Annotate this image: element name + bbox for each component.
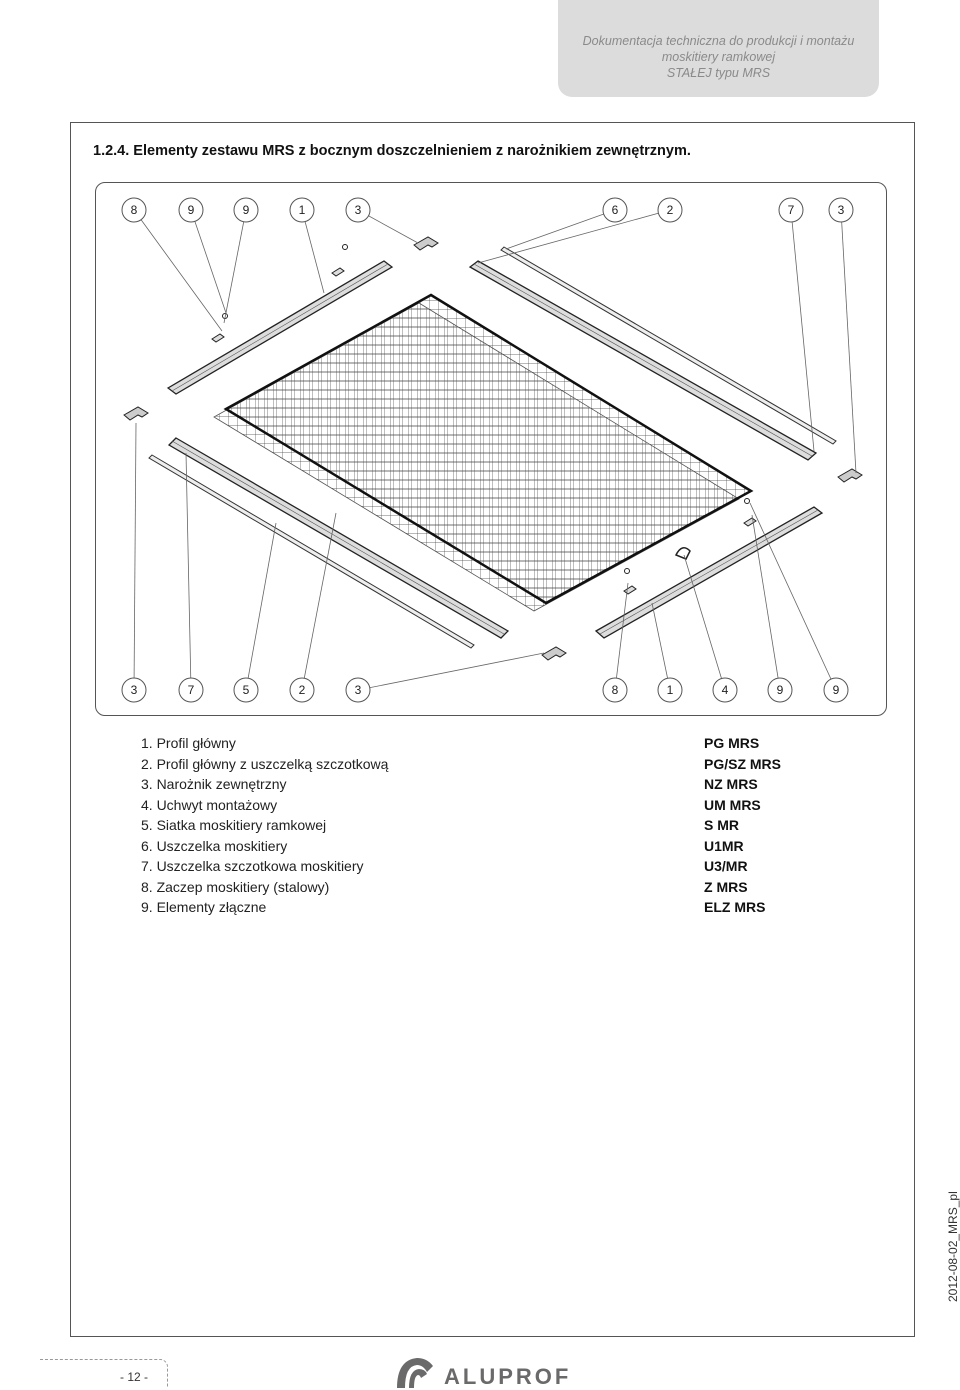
page-number-frame xyxy=(40,1359,168,1387)
legend-item-desc: 1. Profil główny xyxy=(141,735,236,751)
legend-item-code: U1MR xyxy=(704,837,744,854)
callout-bottom-3-label: 5 xyxy=(242,683,250,697)
legend-item-desc: 4. Uchwyt montażowy xyxy=(141,796,278,813)
legend-item-code: Z MRS xyxy=(704,878,748,895)
legend-item-desc: 7. Uszczelka szczotkowa moskitiery xyxy=(141,858,364,874)
legend-row xyxy=(141,817,801,838)
legend-row xyxy=(141,735,801,756)
document-id: 2012-08-02_MRS_pl xyxy=(946,1191,960,1302)
callout-bottom-2-label: 7 xyxy=(187,683,195,697)
document-header xyxy=(558,0,879,97)
legend-item-code: S MR xyxy=(704,817,739,833)
legend-row xyxy=(141,797,801,818)
legend-item-desc: 8. Zaczep moskitiery (stalowy) xyxy=(141,878,330,895)
legend-item-code: UM MRS xyxy=(704,796,761,813)
header-line-3: STAŁEJ typu MRS xyxy=(666,66,771,80)
callout-top-1-label: 8 xyxy=(130,203,138,217)
callout-bottom-9-label: 9 xyxy=(776,683,784,697)
legend-row xyxy=(141,879,801,900)
legend-row xyxy=(141,776,801,797)
callouts-bottom xyxy=(122,678,848,702)
legend-row xyxy=(141,899,801,920)
legend-item-code: ELZ MRS xyxy=(704,899,766,915)
callout-bottom-6-label: 8 xyxy=(611,683,619,697)
legend-item-desc: 6. Uszczelka moskitiery xyxy=(141,837,288,854)
section-title: 1.2.4. Elementy zestawu MRS z bocznym doszczelnieniem z narożnikiem zewnętrznym. xyxy=(93,143,691,159)
aluprof-logo-text: ALUPROF xyxy=(444,1364,572,1389)
legend-row xyxy=(141,838,801,859)
legend-item-desc: 2. Profil główny z uszczelką szczotkową xyxy=(141,755,389,772)
header-line-1: Dokumentacja techniczna do produkcji i montażu xyxy=(582,34,855,48)
callout-bottom-4-label: 2 xyxy=(298,683,306,697)
legend-row xyxy=(141,756,801,777)
assembly-drawing-svg xyxy=(96,183,888,717)
callout-top-6-label: 6 xyxy=(611,203,619,217)
callout-bottom-10-label: 9 xyxy=(832,683,840,697)
legend-item-desc: 3. Narożnik zewnętrzny xyxy=(141,776,287,792)
callout-top-9-label: 3 xyxy=(837,203,845,217)
header-line-2: moskitiery ramkowej xyxy=(661,50,776,64)
callout-top-5-label: 3 xyxy=(354,203,362,217)
legend-item-desc: 9. Elementy złączne xyxy=(141,899,267,915)
callout-bottom-1-label: 3 xyxy=(130,683,138,697)
legend-item-code: U3/MR xyxy=(704,858,748,874)
callouts-top xyxy=(122,198,853,222)
callout-bottom-7-label: 1 xyxy=(666,683,674,697)
callout-bottom-5-label: 3 xyxy=(354,683,362,697)
exploded-assembly-drawing xyxy=(95,182,887,716)
parts-legend xyxy=(141,735,801,920)
legend-item-code: PG MRS xyxy=(704,735,760,751)
callout-top-8-label: 7 xyxy=(787,203,795,217)
legend-item-code: PG/SZ MRS xyxy=(704,755,782,772)
callout-top-3-label: 9 xyxy=(242,203,250,217)
legend-item-desc: 5. Siatka moskitiery ramkowej xyxy=(141,817,327,833)
callout-top-2-label: 9 xyxy=(187,203,195,217)
callout-top-4-label: 1 xyxy=(298,203,306,217)
legend-row xyxy=(141,858,801,879)
legend-item-code: NZ MRS xyxy=(704,776,758,792)
mosquito-net-mesh xyxy=(214,295,751,611)
page-number: - 12 - xyxy=(120,1370,149,1384)
callout-top-7-label: 2 xyxy=(666,203,674,217)
callout-bottom-8-label: 4 xyxy=(721,683,729,697)
